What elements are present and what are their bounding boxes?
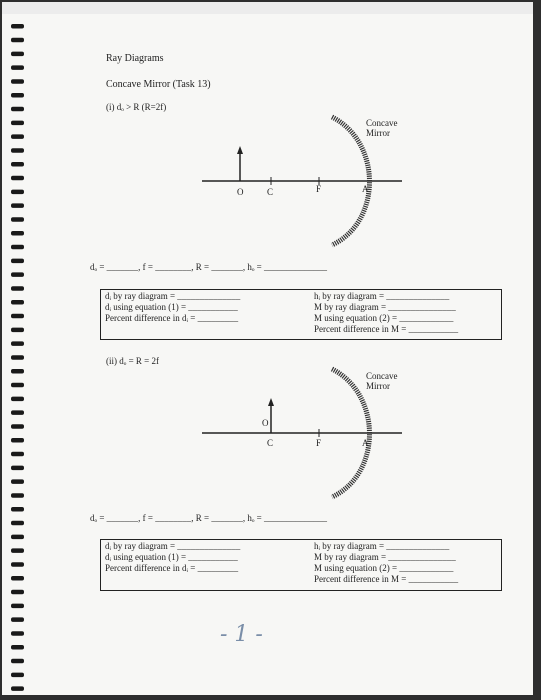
- binding-loop: [11, 493, 24, 498]
- binding-loop: [11, 134, 24, 139]
- point-C: C: [267, 187, 274, 197]
- binding-loop: [11, 190, 24, 195]
- case2-m-percent: Percent difference in M = ___________: [314, 574, 459, 584]
- binding-loop: [11, 79, 24, 84]
- binding-loop: [11, 162, 24, 167]
- binding-loop: [11, 65, 24, 70]
- case2-m-equation: M using equation (2) = ____________: [314, 563, 454, 573]
- case1-m-equation: M using equation (2) = ____________: [314, 313, 454, 323]
- binding-loop: [11, 369, 24, 374]
- case1-m-percent: Percent difference in M = ___________: [314, 324, 459, 334]
- point-A: A: [362, 184, 369, 194]
- binding-loop: [11, 466, 24, 471]
- point-A: A: [362, 438, 369, 448]
- point-O: O: [262, 418, 269, 428]
- object-arrowhead: [237, 146, 243, 154]
- handwritten-page-number: - 1 -: [220, 622, 263, 647]
- binding-loop: [11, 383, 24, 388]
- binding-loop: [11, 659, 24, 664]
- case1-di-diagram: dᵢ by ray diagram = ______________: [105, 291, 241, 301]
- worksheet-page: [2, 2, 533, 695]
- binding-loop: [11, 203, 24, 208]
- case2-blanks: dₒ = _______, f = ________, R = _______, hₒ = ______________: [90, 513, 327, 523]
- case2-di-diagram: dᵢ by ray diagram = ______________: [105, 541, 241, 551]
- case2-results-box: [100, 539, 502, 591]
- binding-loop: [11, 452, 24, 457]
- case1-blanks: dₒ = _______, f = ________, R = _______, hₒ = ______________: [90, 262, 327, 272]
- case1-heading: (i) dₒ > R (R=2f): [106, 102, 167, 112]
- binding-loop: [11, 355, 24, 360]
- binding-loop: [11, 645, 24, 650]
- binding-loop: [11, 286, 24, 291]
- binding-loop: [11, 562, 24, 567]
- object-arrowhead: [268, 398, 274, 406]
- binding-loop: [11, 397, 24, 402]
- case2-di-percent: Percent difference in dᵢ = _________: [105, 563, 239, 573]
- binding-loop: [11, 93, 24, 98]
- point-C: C: [267, 438, 274, 448]
- binding-loop: [11, 617, 24, 622]
- binding-loop: [11, 217, 24, 222]
- binding-loop: [11, 686, 24, 691]
- binding-loop: [11, 231, 24, 236]
- binding-loop: [11, 631, 24, 636]
- binding-loop: [11, 272, 24, 277]
- case2-m-diagram: M by ray diagram = _______________: [314, 552, 456, 562]
- binding-loop: [11, 259, 24, 264]
- binding-loop: [11, 507, 24, 512]
- binding-loop: [11, 341, 24, 346]
- binding-loop: [11, 328, 24, 333]
- case1-hi-diagram: hᵢ by ray diagram = ______________: [314, 291, 450, 301]
- binding-loop: [11, 410, 24, 415]
- page-title: Ray Diagrams: [106, 53, 164, 64]
- case1-di-equation: dᵢ using equation (1) = ___________: [105, 302, 238, 312]
- binding-loop: [11, 24, 24, 29]
- binding-loop: [11, 52, 24, 57]
- binding-loop: [11, 121, 24, 126]
- binding-loop: [11, 438, 24, 443]
- binding-loop: [11, 107, 24, 112]
- binding-loop: [11, 245, 24, 250]
- case1-results-box: [100, 289, 502, 340]
- binding-loop: [11, 176, 24, 181]
- point-O: O: [237, 187, 244, 197]
- case1-m-diagram: M by ray diagram = _______________: [314, 302, 456, 312]
- spiral-binding: [2, 2, 42, 695]
- binding-loop: [11, 535, 24, 540]
- point-F: F: [316, 184, 322, 194]
- binding-loop: [11, 300, 24, 305]
- binding-loop: [11, 548, 24, 553]
- case2-di-equation: dᵢ using equation (1) = ___________: [105, 552, 238, 562]
- binding-loop: [11, 148, 24, 153]
- binding-loop: [11, 576, 24, 581]
- scan-top-band: [2, 2, 533, 14]
- page-subtitle: Concave Mirror (Task 13): [106, 79, 211, 90]
- binding-loop: [11, 604, 24, 609]
- case2-hi-diagram: hᵢ by ray diagram = ______________: [314, 541, 450, 551]
- binding-loop: [11, 673, 24, 678]
- point-F: F: [316, 438, 322, 448]
- binding-loop: [11, 479, 24, 484]
- case2-mirror-label: Concave Mirror: [366, 371, 398, 391]
- binding-loop: [11, 521, 24, 526]
- case1-mirror-label: Concave Mirror: [366, 118, 398, 138]
- binding-loop: [11, 314, 24, 319]
- case2-heading: (ii) dₒ = R = 2f: [106, 356, 159, 366]
- binding-loop: [11, 38, 24, 43]
- binding-loop: [11, 424, 24, 429]
- binding-loop: [11, 590, 24, 595]
- case1-di-percent: Percent difference in dᵢ = _________: [105, 313, 239, 323]
